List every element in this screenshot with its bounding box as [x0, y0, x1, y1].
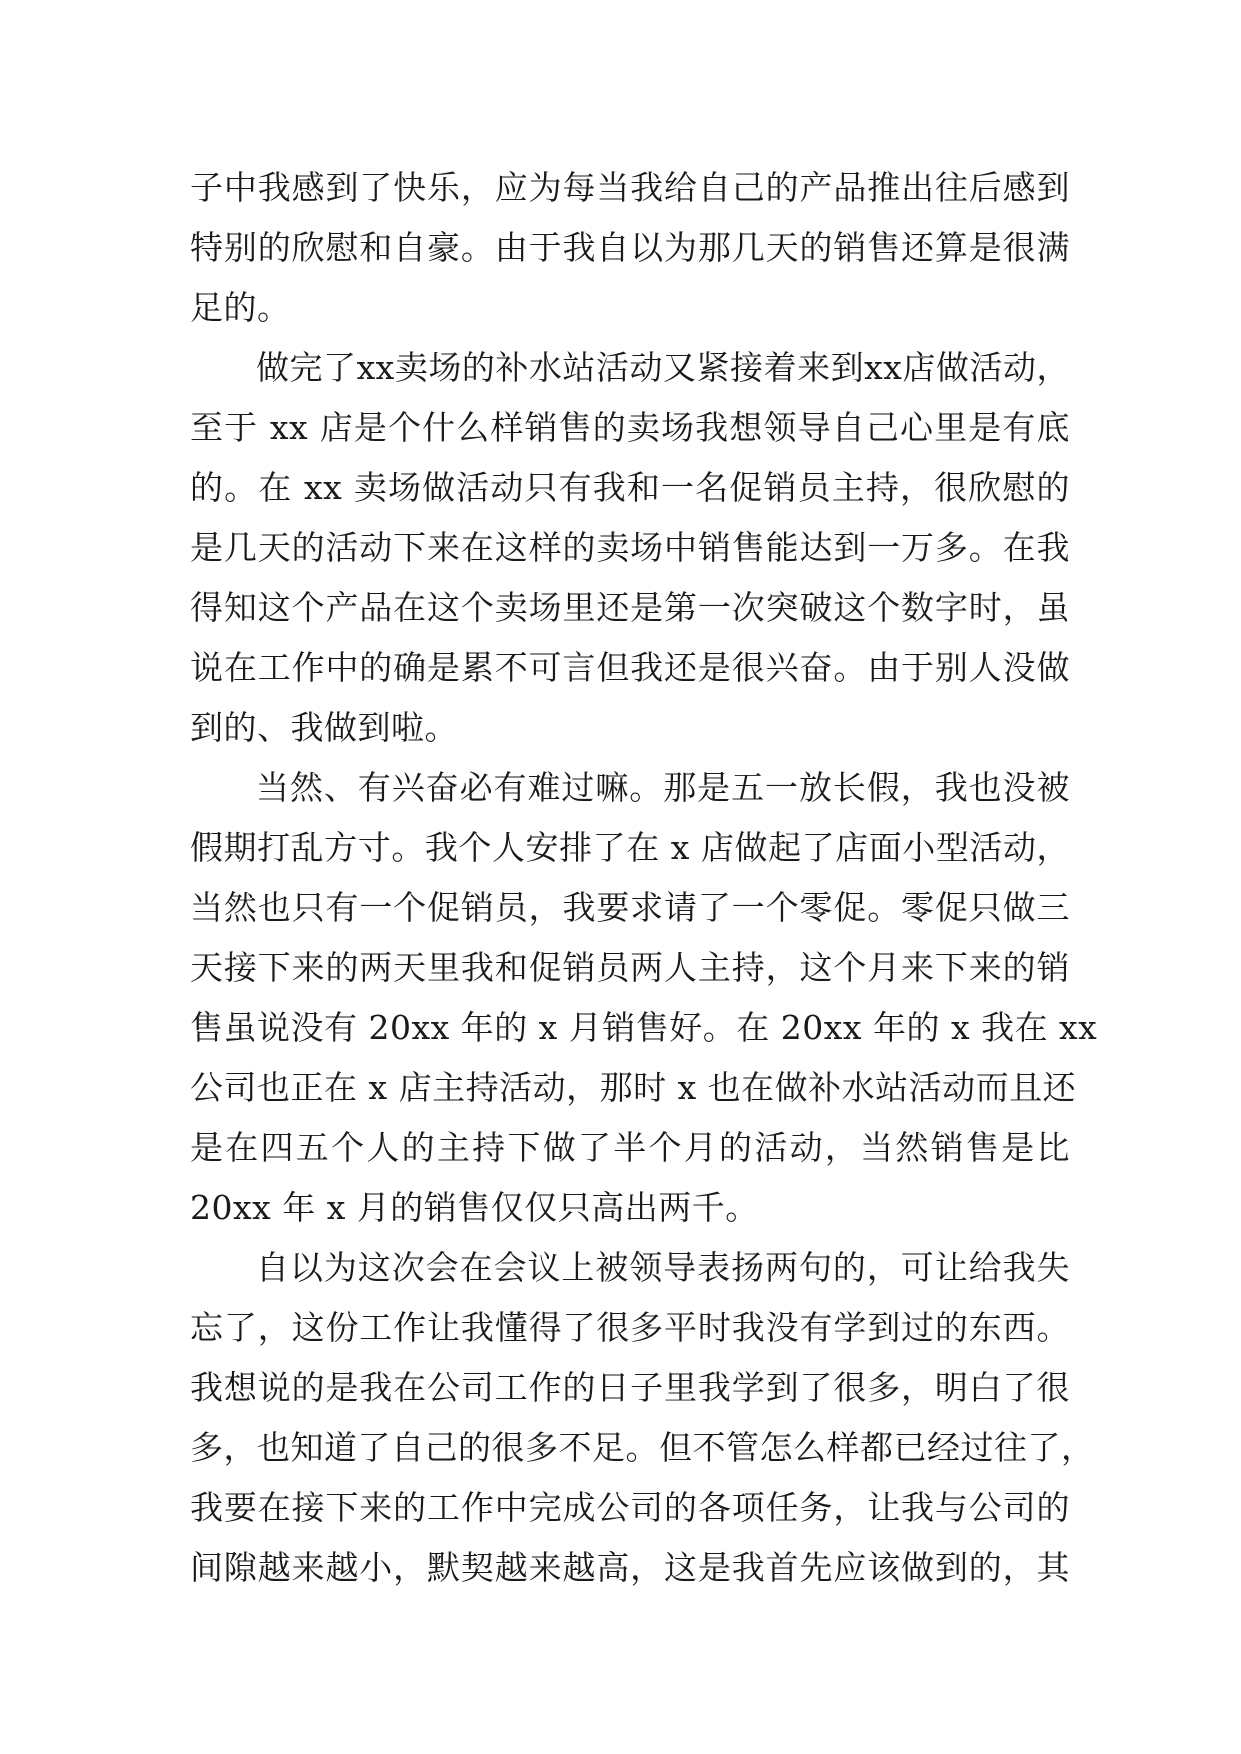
- text-line: 我想说的是我在公司工作的日子里我学到了很多，明白了很: [190, 1368, 1070, 1407]
- text-line: 天接下来的两天里我和促销员两人主持，这个月来下来的销: [190, 948, 1070, 987]
- text-line: 我要在接下来的工作中完成公司的各项任务，让我与公司的: [190, 1488, 1070, 1527]
- text-line: 间隙越来越小，默契越来越高，这是我首先应该做到的，其: [190, 1548, 1070, 1587]
- text-line: 自以为这次会在会议上被领导表扬两句的，可让给我失: [256, 1248, 1070, 1287]
- text-line: 当然也只有一个促销员，我要求请了一个零促。零促只做三: [190, 888, 1070, 927]
- text-line: 是几天的活动下来在这样的卖场中销售能达到一万多。在我: [190, 528, 1070, 567]
- text-line: 得知这个产品在这个卖场里还是第一次突破这个数字时，虽: [190, 588, 1070, 627]
- text-line: 特别的欣慰和自豪。由于我自以为那几天的销售还算是很满: [190, 228, 1070, 267]
- text-line: 足的。: [190, 288, 291, 327]
- text-line: 20xx 年 x 月的销售仅仅只高出两千。: [190, 1188, 759, 1227]
- text-line: 忘了，这份工作让我懂得了很多平时我没有学到过的东西。: [190, 1308, 1070, 1347]
- text-line: 的。在 xx 卖场做活动只有我和一名促销员主持，很欣慰的: [190, 468, 1070, 507]
- text-line: 售虽说没有 20xx 年的 x 月销售好。在 20xx 年的 x 我在 xx: [190, 1008, 1098, 1047]
- text-line: 做完了xx卖场的补水站活动又紧接着来到xx店做活动，: [256, 348, 1070, 387]
- text-line: 说在工作中的确是累不可言但我还是很兴奋。由于别人没做: [190, 648, 1070, 687]
- text-line: 假期打乱方寸。我个人安排了在 x 店做起了店面小型活动，: [190, 828, 1070, 867]
- text-line: 子中我感到了快乐，应为每当我给自己的产品推出往后感到: [190, 168, 1070, 207]
- text-line: 当然、有兴奋必有难过嘛。那是五一放长假，我也没被: [256, 768, 1070, 807]
- text-line: 到的、我做到啦。: [190, 708, 458, 747]
- text-line: 是在四五个人的主持下做了半个月的活动，当然销售是比: [190, 1128, 1070, 1167]
- text-line: 多，也知道了自己的很多不足。但不管怎么样都已经过往了，: [190, 1428, 1095, 1467]
- text-line: 公司也正在 x 店主持活动，那时 x 也在做补水站活动而且还: [190, 1068, 1077, 1107]
- text-line: 至于 xx 店是个什么样销售的卖场我想领导自己心里是有底: [190, 408, 1070, 447]
